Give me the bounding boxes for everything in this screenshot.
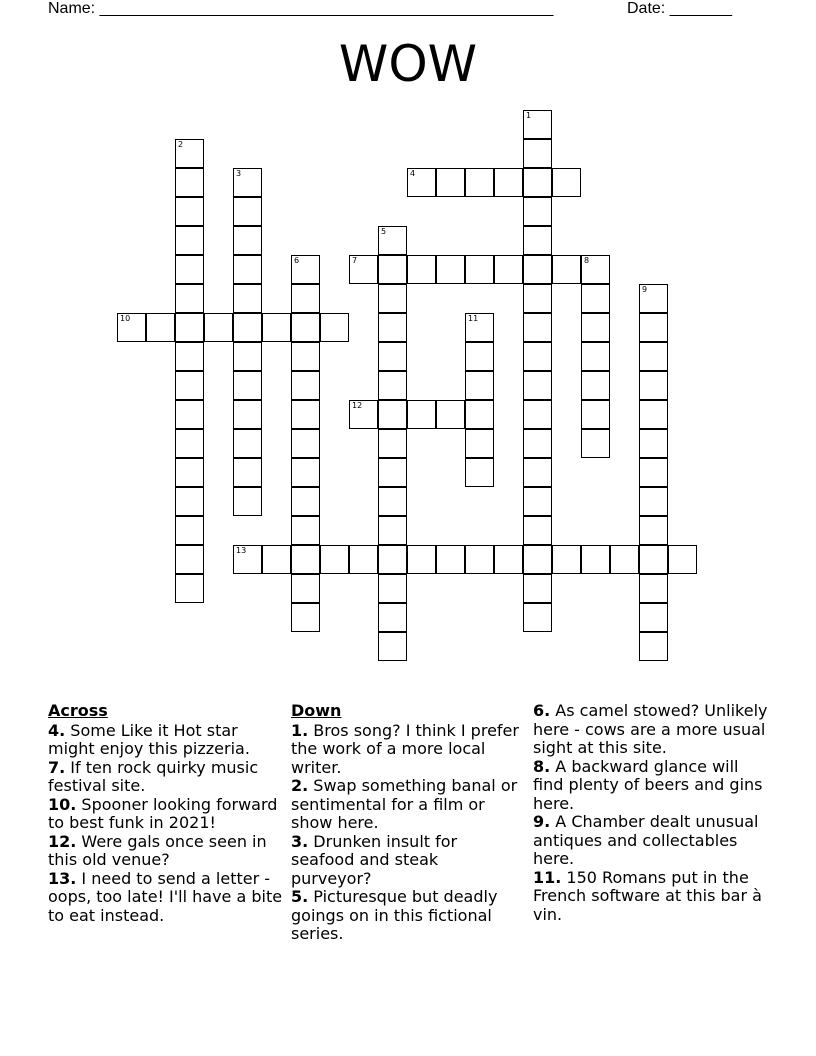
clue-item (291, 888, 519, 944)
clue-number: 7 (352, 256, 358, 265)
grid-cell[interactable] (581, 429, 610, 458)
puzzle-title: WOW (338, 35, 478, 93)
grid-cell[interactable] (581, 255, 610, 284)
grid-cell[interactable] (523, 429, 552, 458)
clue-item (48, 796, 283, 833)
clue-item (48, 759, 283, 796)
grid-cell[interactable] (175, 545, 204, 574)
grid-cell[interactable] (175, 458, 204, 487)
grid-cell[interactable] (291, 458, 320, 487)
grid-cell[interactable] (117, 313, 146, 342)
name-field-label[interactable]: Name: ___________________________________________________ (48, 0, 554, 17)
grid-cell[interactable] (291, 516, 320, 545)
grid-cell[interactable] (378, 516, 407, 545)
grid-cell[interactable] (465, 342, 494, 371)
grid-cell[interactable] (581, 342, 610, 371)
grid-cell[interactable] (523, 516, 552, 545)
grid-cell[interactable] (378, 603, 407, 632)
grid-cell[interactable] (175, 226, 204, 255)
grid-cell[interactable] (465, 429, 494, 458)
grid-cell[interactable] (523, 313, 552, 342)
clue-item-number: 10. (48, 794, 77, 814)
clue-item-text: If ten rock quirky music festival site. (48, 757, 259, 795)
grid-cell[interactable] (581, 371, 610, 400)
clue-item (533, 813, 769, 869)
grid-cell[interactable] (465, 458, 494, 487)
grid-cell[interactable] (291, 371, 320, 400)
clue-item-text: A backward glance will find plenty of beers and gins here. (533, 756, 763, 813)
clue-item-text: Drunken insult for seafood and steak purveyor? (291, 831, 458, 888)
grid-cell[interactable] (465, 313, 494, 342)
clue-number: 12 (352, 401, 363, 410)
grid-cell[interactable] (494, 545, 523, 574)
grid-cell[interactable] (465, 255, 494, 284)
grid-cell[interactable] (175, 284, 204, 313)
clue-item-number: 1. (291, 720, 309, 740)
grid-cell[interactable] (465, 371, 494, 400)
grid-cell[interactable] (146, 313, 175, 342)
clue-item (291, 777, 519, 833)
grid-cell[interactable] (378, 342, 407, 371)
clue-item-number: 11. (533, 867, 562, 887)
clue-item-text: As camel stowed? Unlikely here - cows are a more usual sight at this site. (533, 701, 768, 757)
grid-cell[interactable] (465, 545, 494, 574)
grid-cell[interactable] (233, 487, 262, 516)
grid-cell[interactable] (233, 371, 262, 400)
grid-cell[interactable] (639, 284, 668, 313)
grid-cell[interactable] (291, 284, 320, 313)
grid-cell[interactable] (262, 545, 291, 574)
grid-cell[interactable] (233, 429, 262, 458)
clue-item (48, 833, 283, 870)
grid-cell[interactable] (639, 545, 668, 574)
grid-cell[interactable] (581, 545, 610, 574)
grid-cell[interactable] (175, 516, 204, 545)
grid-cell[interactable] (349, 400, 378, 429)
clue-item-text: Were gals once seen in this old venue? (48, 831, 267, 869)
grid-cell[interactable] (175, 487, 204, 516)
grid-cell[interactable] (523, 226, 552, 255)
grid-cell[interactable] (581, 400, 610, 429)
clues-column-2 (291, 702, 519, 944)
down-clue-list (291, 722, 519, 944)
clue-item-number: 8. (533, 756, 551, 776)
grid-cell[interactable] (494, 168, 523, 197)
grid-cell[interactable] (233, 255, 262, 284)
clue-item-text: A Chamber dealt unusual antiques and collectables here. (533, 812, 759, 868)
grid-cell[interactable] (233, 313, 262, 342)
clue-number: 10 (120, 314, 131, 323)
grid-cell[interactable] (639, 487, 668, 516)
grid-cell[interactable] (407, 400, 436, 429)
grid-cell[interactable] (581, 313, 610, 342)
grid-cell[interactable] (349, 545, 378, 574)
clue-item (533, 758, 769, 814)
grid-cell[interactable] (378, 429, 407, 458)
across-heading: Across (48, 701, 108, 720)
grid-cell[interactable] (494, 255, 523, 284)
grid-cell[interactable] (523, 458, 552, 487)
grid-cell[interactable] (233, 226, 262, 255)
grid-cell[interactable] (204, 313, 233, 342)
grid-cell[interactable] (523, 603, 552, 632)
grid-cell[interactable] (407, 545, 436, 574)
grid-cell[interactable] (175, 313, 204, 342)
grid-cell[interactable] (291, 313, 320, 342)
grid-cell[interactable] (320, 313, 349, 342)
grid-cell[interactable] (523, 139, 552, 168)
grid-cell[interactable] (523, 255, 552, 284)
grid-cell[interactable] (291, 545, 320, 574)
clue-number: 1 (526, 111, 532, 120)
grid-cell[interactable] (378, 313, 407, 342)
grid-cell[interactable] (233, 342, 262, 371)
grid-cell[interactable] (523, 574, 552, 603)
grid-cell[interactable] (175, 371, 204, 400)
grid-cell[interactable] (378, 400, 407, 429)
grid-cell[interactable] (639, 342, 668, 371)
grid-cell[interactable] (262, 313, 291, 342)
grid-cell[interactable] (175, 197, 204, 226)
grid-cell[interactable] (291, 429, 320, 458)
grid-cell[interactable] (291, 400, 320, 429)
across-clue-list (48, 722, 283, 926)
grid-cell[interactable] (581, 284, 610, 313)
grid-cell[interactable] (639, 516, 668, 545)
date-field-label[interactable]: Date: _______ (627, 0, 732, 17)
grid-cell[interactable] (523, 487, 552, 516)
clues-column-1 (48, 702, 283, 925)
grid-cell[interactable] (552, 255, 581, 284)
grid-cell[interactable] (523, 400, 552, 429)
grid-cell[interactable] (639, 400, 668, 429)
grid-cell[interactable] (465, 400, 494, 429)
grid-cell[interactable] (639, 632, 668, 661)
grid-cell[interactable] (378, 545, 407, 574)
clue-item-number: 2. (291, 776, 309, 795)
clue-item-number: 9. (533, 812, 551, 831)
clue-number: 4 (410, 169, 416, 178)
clue-item-text: Spooner looking forward to best funk in 2021! (48, 794, 278, 832)
grid-cell[interactable] (436, 255, 465, 284)
grid-cell[interactable] (175, 574, 204, 603)
grid-cell[interactable] (233, 400, 262, 429)
clue-item (48, 722, 283, 759)
clue-number: 11 (468, 314, 479, 323)
grid-cell[interactable] (349, 255, 378, 284)
grid-cell[interactable] (552, 168, 581, 197)
clue-item-number: 4. (48, 720, 66, 740)
grid-cell[interactable] (523, 197, 552, 226)
clue-item-text: Bros song? I think I prefer the work of a more local writer. (291, 720, 519, 777)
grid-cell[interactable] (639, 371, 668, 400)
grid-cell[interactable] (610, 545, 639, 574)
grid-cell[interactable] (378, 632, 407, 661)
clue-item-number: 3. (291, 831, 309, 851)
grid-cell[interactable] (291, 603, 320, 632)
grid-cell[interactable] (291, 574, 320, 603)
clue-item-number: 13. (48, 868, 77, 888)
grid-cell[interactable] (378, 255, 407, 284)
grid-cell[interactable] (639, 603, 668, 632)
grid-cell[interactable] (523, 545, 552, 574)
clue-number: 3 (236, 169, 242, 178)
grid-cell[interactable] (175, 429, 204, 458)
grid-cell[interactable] (233, 545, 262, 574)
clue-item-number: 12. (48, 831, 77, 851)
clue-item (291, 722, 519, 778)
grid-cell[interactable] (291, 487, 320, 516)
grid-cell[interactable] (378, 226, 407, 255)
clue-item-number: 7. (48, 757, 66, 777)
grid-cell[interactable] (639, 458, 668, 487)
grid-cell[interactable] (436, 545, 465, 574)
grid-cell[interactable] (175, 255, 204, 284)
grid-cell[interactable] (233, 284, 262, 313)
clue-item (533, 869, 769, 925)
clue-item-text: 150 Romans put in the French software at this bar à vin. (533, 867, 762, 924)
clue-number: 9 (642, 285, 648, 294)
grid-cell[interactable] (175, 139, 204, 168)
grid-cell[interactable] (320, 545, 349, 574)
grid-cell[interactable] (668, 545, 697, 574)
grid-cell[interactable] (291, 342, 320, 371)
clue-item-text: Picturesque but deadly goings on in this fictional series. (291, 887, 498, 943)
grid-cell[interactable] (523, 371, 552, 400)
clue-item-number: 6. (533, 701, 551, 720)
grid-cell[interactable] (233, 168, 262, 197)
clue-item-text: I need to send a letter - oops, too late! I'll have a bite to eat instead. (48, 868, 283, 925)
grid-cell[interactable] (523, 168, 552, 197)
grid-cell[interactable] (233, 458, 262, 487)
grid-cell[interactable] (378, 458, 407, 487)
grid-cell[interactable] (175, 400, 204, 429)
grid-cell[interactable] (523, 284, 552, 313)
grid-cell[interactable] (436, 168, 465, 197)
grid-cell[interactable] (378, 371, 407, 400)
grid-cell[interactable] (465, 168, 494, 197)
clues-column-3 (533, 702, 769, 924)
clue-number: 13 (236, 546, 247, 555)
grid-cell[interactable] (436, 400, 465, 429)
clue-item-text: Some Like it Hot star might enjoy this pizzeria. (48, 720, 250, 758)
grid-cell[interactable] (378, 574, 407, 603)
clue-item (533, 702, 769, 758)
clue-number: 2 (178, 140, 184, 149)
grid-cell[interactable] (378, 284, 407, 313)
grid-cell[interactable] (639, 429, 668, 458)
down-clue-list-continued (533, 702, 769, 924)
clue-item-text: Swap something banal or sentimental for a film or show here. (291, 776, 518, 832)
clue-item-number: 5. (291, 887, 309, 906)
grid-cell[interactable] (407, 168, 436, 197)
grid-cell[interactable] (378, 487, 407, 516)
clue-number: 6 (294, 256, 300, 265)
grid-cell[interactable] (552, 545, 581, 574)
grid-cell[interactable] (233, 197, 262, 226)
grid-cell[interactable] (175, 168, 204, 197)
clue-number: 8 (584, 256, 590, 265)
grid-cell[interactable] (291, 255, 320, 284)
clue-item (291, 833, 519, 889)
down-heading: Down (291, 701, 342, 720)
clue-number: 5 (381, 227, 387, 236)
grid-cell[interactable] (175, 342, 204, 371)
clue-item (48, 870, 283, 926)
grid-cell[interactable] (407, 255, 436, 284)
grid-cell[interactable] (639, 574, 668, 603)
grid-cell[interactable] (523, 110, 552, 139)
grid-cell[interactable] (523, 342, 552, 371)
grid-cell[interactable] (639, 313, 668, 342)
